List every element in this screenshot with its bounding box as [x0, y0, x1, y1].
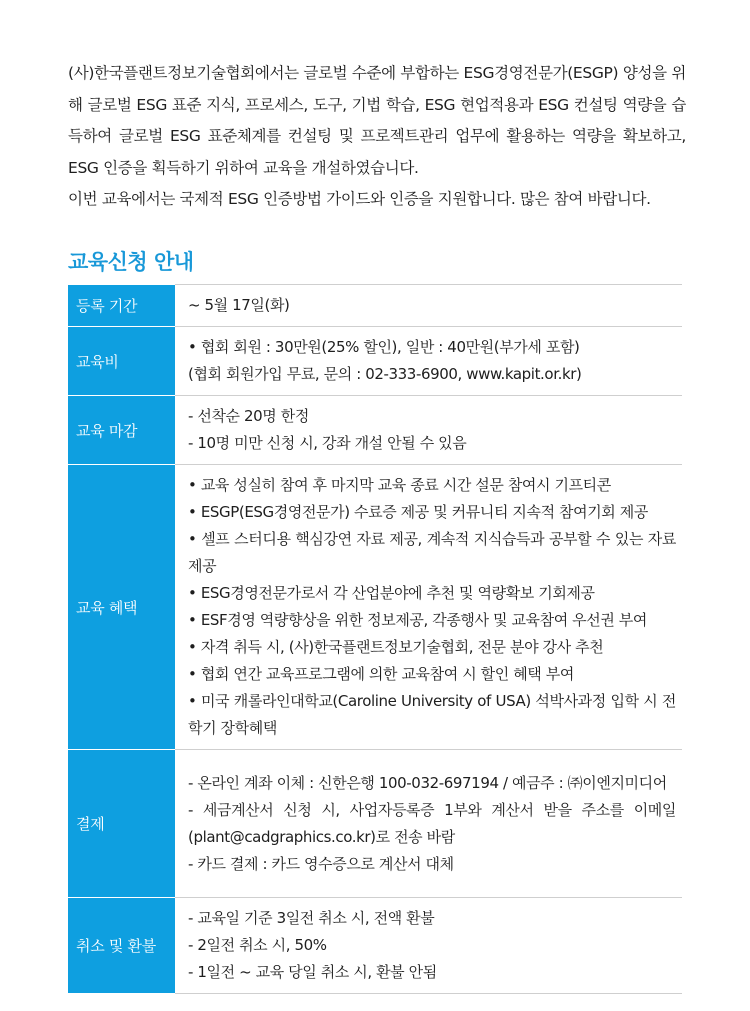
row-content	[175, 396, 682, 465]
row-label: 교육비	[68, 327, 175, 396]
intro-paragraph: (사)한국플랜트정보기술협회에서는 글로벌 수준에 부합하는 ESG경영전문가(ESGP) 양성을 위해 글로벌 ESG 표준 지식, 프로세스, 도구, 기법 학습, ESG 현업적용과 ESG 컨설팅 역량을 습득하여 글로벌 ESG 표준체계를 컨설팅 및 프로젝트관리 업무에 활용하는 역량을 확보하고, ESG 인증을 획득하기 위하여 교육을 개설하였습니다.	[68, 64, 686, 177]
row-line: - 10명 미만 신청 시, 강좌 개설 안될 수 있음	[188, 434, 467, 452]
row-line: - 세금계산서 신청 시, 사업자등록증 1부와 계산서 받을 주소를 이메일(plant@cadgraphics.co.kr)로 전송 바람	[188, 800, 676, 846]
row-line: • 자격 취득 시, (사)한국플랜트정보기술협회, 전문 분야 강사 추천	[188, 638, 604, 656]
row-line: • 교육 성실히 참여 후 마지막 교육 종료 시간 설문 참여시 기프티콘	[188, 476, 611, 494]
table-row	[68, 898, 682, 994]
row-line: ~ 5월 17일(화)	[188, 296, 290, 314]
row-content	[175, 898, 682, 994]
table-row	[68, 396, 682, 465]
row-line: - 2일전 취소 시, 50%	[188, 936, 327, 954]
intro-paragraph: 이번 교육에서는 국제적 ESG 인증방법 가이드와 인증을 지원합니다. 많은 참여 바랍니다.	[68, 190, 651, 208]
row-line: • 협회 회원 : 30만원(25% 할인), 일반 : 40만원(부가세 포함)	[188, 338, 580, 356]
row-line: • ESG경영전문가로서 각 산업분야에 추천 및 역량확보 기회제공	[188, 584, 595, 602]
row-content	[175, 750, 682, 898]
row-label: 교육 마감	[68, 396, 175, 465]
row-label: 결제	[68, 750, 175, 898]
row-line: - 온라인 계좌 이체 : 신한은행 100-032-697194 / 예금주 : ㈜이엔지미디어	[188, 773, 667, 792]
info-table	[68, 284, 682, 994]
row-line: • ESF경영 역량향상을 위한 정보제공, 각종행사 및 교육참여 우선권 부여	[188, 611, 647, 629]
row-label: 취소 및 환불	[68, 898, 175, 994]
row-line: - 교육일 기준 3일전 취소 시, 전액 환불	[188, 909, 435, 927]
table-row	[68, 465, 682, 750]
section-title: 교육신청 안내	[68, 250, 194, 274]
row-line: - 선착순 20명 한정	[188, 407, 309, 425]
row-line: - 1일전 ~ 교육 당일 취소 시, 환불 안됨	[188, 963, 437, 981]
row-line: • 미국 캐롤라인대학교(Caroline University of USA) 석박사과정 입학 시 전학기 장학혜택	[188, 692, 676, 737]
row-content	[175, 327, 682, 396]
intro-text	[68, 58, 686, 216]
table-row	[68, 285, 682, 327]
row-line: (협회 회원가입 무료, 문의 : 02-333-6900, www.kapit.or.kr)	[188, 365, 582, 383]
row-label: 등록 기간	[68, 285, 175, 327]
row-line: • ESGP(ESG경영전문가) 수료증 제공 및 커뮤니티 지속적 참여기회 제공	[188, 503, 648, 521]
row-content	[175, 465, 682, 750]
row-label: 교육 혜택	[68, 465, 175, 750]
table-row	[68, 750, 682, 898]
table-row	[68, 327, 682, 396]
row-line: • 협회 연간 교육프로그램에 의한 교육참여 시 할인 혜택 부여	[188, 665, 574, 683]
row-line: - 카드 결제 : 카드 영수증으로 계산서 대체	[188, 854, 454, 873]
row-line: • 셀프 스터디용 핵심강연 자료 제공, 계속적 지식습득과 공부할 수 있는 자료 제공	[188, 530, 676, 575]
row-content	[175, 285, 682, 327]
